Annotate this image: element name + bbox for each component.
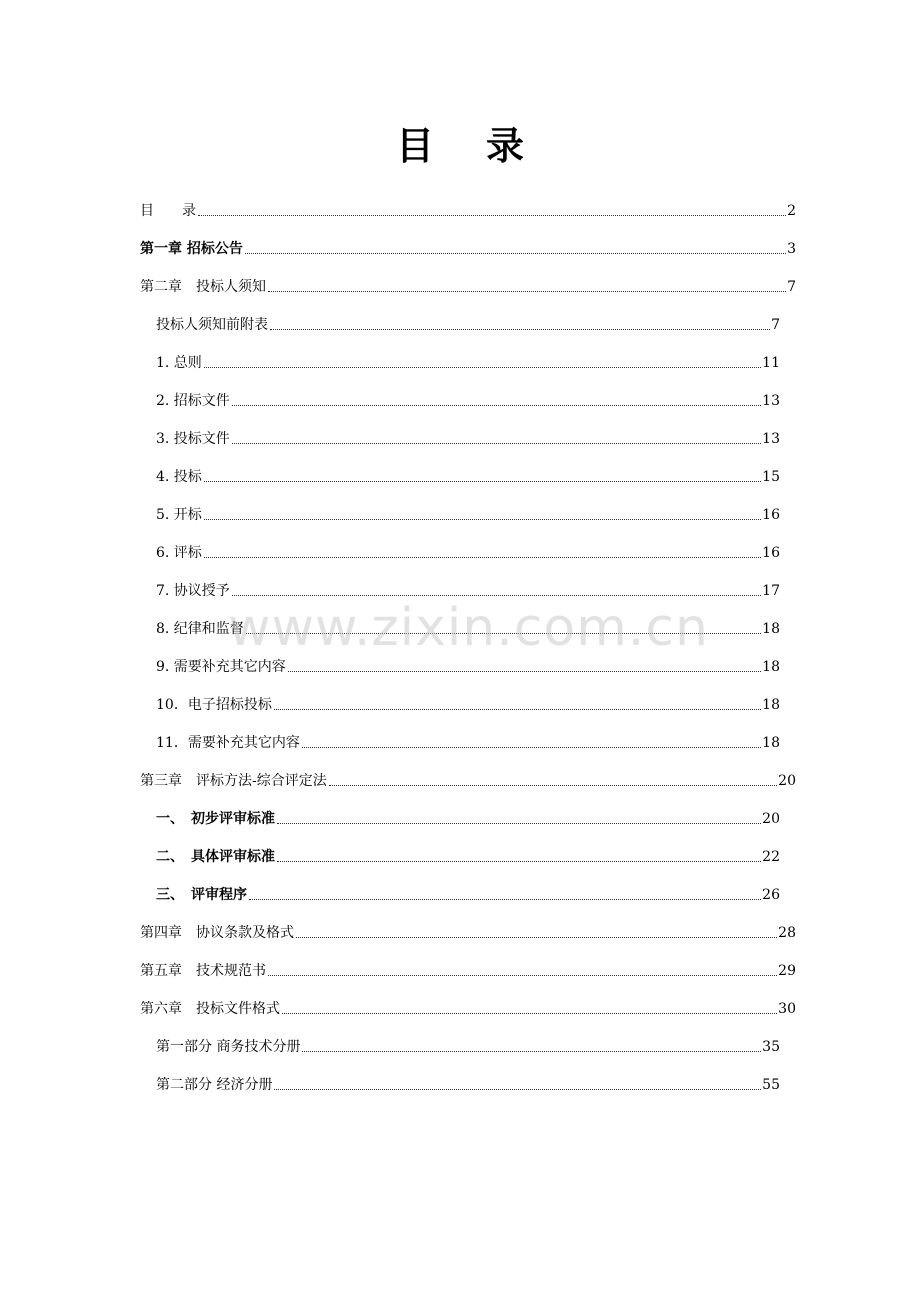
toc-page: 28 — [778, 925, 796, 941]
toc-leader — [232, 405, 761, 406]
toc-label: 10．电子招标投标 — [156, 697, 272, 713]
toc-leader — [204, 367, 761, 368]
toc-page: 17 — [762, 583, 780, 599]
toc-page: 55 — [762, 1077, 780, 1093]
toc-entry-evaluation[interactable] — [156, 540, 780, 562]
toc-leader — [277, 823, 761, 824]
toc-page: 18 — [762, 735, 780, 751]
toc-entry-general[interactable] — [156, 350, 780, 372]
toc-leader — [270, 329, 770, 330]
toc-leader — [232, 443, 761, 444]
toc-label: 第二部分 经济分册 — [156, 1077, 273, 1093]
toc-label: 第一部分 商务技术分册 — [156, 1039, 301, 1055]
toc-page: 18 — [762, 621, 780, 637]
toc-entry-chapter-1[interactable] — [140, 236, 796, 258]
toc-page: 26 — [762, 887, 780, 903]
toc-entry-chapter-3[interactable] — [140, 768, 796, 790]
toc-label: 第五章 技术规范书 — [140, 963, 266, 979]
toc-label: 6. 评标 — [156, 545, 202, 561]
toc-label: 7. 协议授予 — [156, 583, 230, 599]
toc-label: 一、 初步评审标准 — [156, 811, 275, 827]
toc-label: 第六章 投标文件格式 — [140, 1001, 280, 1017]
toc-entry-tender-docs[interactable] — [156, 388, 780, 410]
toc-entry-chapter-6[interactable] — [140, 996, 796, 1018]
toc-entry-opening[interactable] — [156, 502, 780, 524]
toc-entry-part-1[interactable] — [156, 1034, 780, 1056]
toc-label: 4. 投标 — [156, 469, 202, 485]
toc-leader — [245, 253, 786, 254]
toc-leader — [288, 671, 761, 672]
toc-leader — [282, 1013, 777, 1014]
toc-leader — [198, 215, 786, 216]
toc-entry-review-procedure[interactable] — [156, 882, 780, 904]
toc-entry-preliminary-review[interactable] — [156, 806, 780, 828]
toc-entry-bidder-notice-table[interactable] — [156, 312, 780, 334]
toc-entry-award[interactable] — [156, 578, 780, 600]
toc-page: 16 — [762, 545, 780, 561]
toc-label: 11．需要补充其它内容 — [156, 735, 300, 751]
toc-page: 11 — [762, 355, 780, 371]
toc-leader — [268, 975, 777, 976]
toc-entry-bidding[interactable] — [156, 464, 780, 486]
toc-leader — [232, 595, 761, 596]
toc-leader — [277, 861, 761, 862]
toc-page: 16 — [762, 507, 780, 523]
toc-label: 三、 评审程序 — [156, 887, 247, 903]
toc-entry-detailed-review[interactable] — [156, 844, 780, 866]
toc-page: 13 — [762, 393, 780, 409]
toc-leader — [249, 899, 761, 900]
toc-leader — [204, 557, 761, 558]
toc-page: 22 — [762, 849, 780, 865]
toc-leader — [329, 785, 777, 786]
toc-leader — [204, 481, 761, 482]
toc-entry-chapter-5[interactable] — [140, 958, 796, 980]
toc-label: 目 录 — [140, 203, 196, 219]
watermark: www.zixin.com.cn — [228, 598, 709, 658]
toc-page: 7 — [787, 279, 796, 295]
toc-label: 9. 需要补充其它内容 — [156, 659, 286, 675]
toc-entry-e-bidding[interactable] — [156, 692, 780, 714]
toc-page: 20 — [762, 811, 780, 827]
toc-page: 20 — [778, 773, 796, 789]
toc-entry-discipline[interactable] — [156, 616, 780, 638]
toc-page: 3 — [787, 241, 796, 257]
toc-entry-contents[interactable] — [140, 198, 796, 220]
toc-label: 8. 纪律和监督 — [156, 621, 244, 637]
toc-label: 2. 招标文件 — [156, 393, 230, 409]
toc-page: 35 — [762, 1039, 780, 1055]
page-title — [0, 115, 920, 170]
toc-page: 18 — [762, 659, 780, 675]
toc-leader — [274, 1089, 761, 1090]
toc-page: 13 — [762, 431, 780, 447]
toc-label: 1. 总则 — [156, 355, 202, 371]
toc-entry-supplement-9[interactable] — [156, 654, 780, 676]
toc-label: 第四章 协议条款及格式 — [140, 925, 294, 941]
toc-label: 第三章 评标方法-综合评定法 — [140, 773, 327, 789]
toc-page: 7 — [771, 317, 780, 333]
toc-label: 第二章 投标人须知 — [140, 279, 266, 295]
toc-entry-chapter-4[interactable] — [140, 920, 796, 942]
toc-label: 3. 投标文件 — [156, 431, 230, 447]
toc-leader — [302, 1051, 761, 1052]
title-left: 目 — [395, 123, 434, 168]
toc-leader — [274, 709, 761, 710]
toc-entry-supplement-11[interactable] — [156, 730, 780, 752]
toc-label: 二、 具体评审标准 — [156, 849, 275, 865]
toc-leader — [268, 291, 786, 292]
toc-page: 18 — [762, 697, 780, 713]
toc-page: 2 — [787, 203, 796, 219]
toc-leader — [204, 519, 761, 520]
toc-page: 15 — [762, 469, 780, 485]
toc-label: 5. 开标 — [156, 507, 202, 523]
toc-page: 29 — [778, 963, 796, 979]
toc-entry-chapter-2[interactable] — [140, 274, 796, 296]
toc-label: 第一章 招标公告 — [140, 241, 243, 257]
toc-label: 投标人须知前附表 — [156, 317, 268, 333]
toc-page: 30 — [778, 1001, 796, 1017]
toc-leader — [302, 747, 761, 748]
toc-entry-bid-docs[interactable] — [156, 426, 780, 448]
toc-entry-part-2[interactable] — [156, 1072, 780, 1094]
toc-leader — [296, 937, 777, 938]
title-right: 录 — [486, 123, 525, 168]
toc-leader — [246, 633, 761, 634]
